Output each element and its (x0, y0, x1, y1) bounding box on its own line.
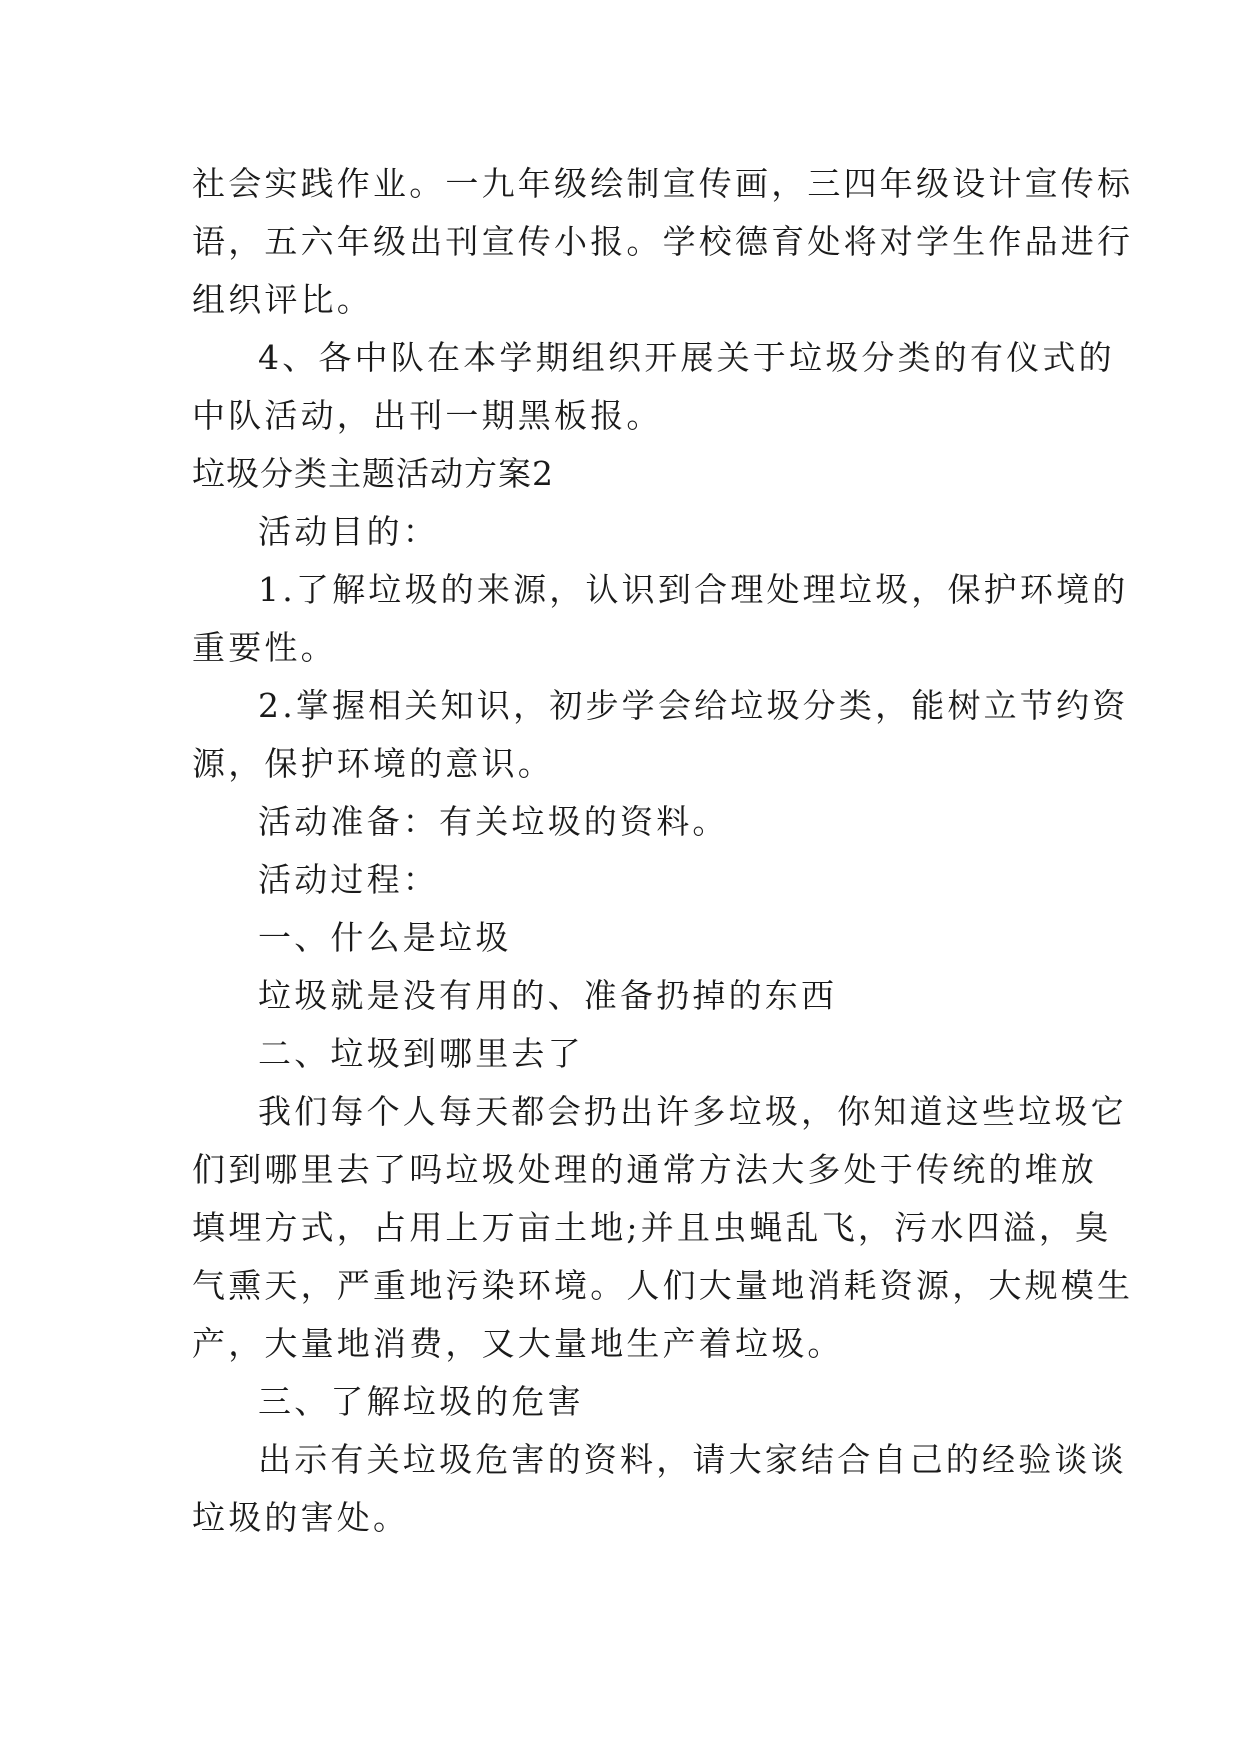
paragraph-line: 活动准备：有关垃圾的资料。 (258, 802, 729, 841)
subheading: 二、垃圾到哪里去了 (258, 1034, 584, 1073)
paragraph-line: 我们每个人每天都会扔出许多垃圾，你知道这些垃圾它 (258, 1092, 1127, 1131)
paragraph-line: 源，保护环境的意识。 (192, 744, 554, 783)
paragraph-line: 重要性。 (192, 628, 337, 667)
paragraph-line: 活动目的： (258, 512, 439, 551)
paragraph-line: 中队活动，出刊一期黑板报。 (192, 396, 663, 435)
paragraph-line: 出示有关垃圾危害的资料，请大家结合自己的经验谈谈 (258, 1440, 1127, 1479)
paragraph-line: 1.了解垃圾的来源，认识到合理处理垃圾，保护环境的 (258, 570, 1129, 609)
paragraph-line: 社会实践作业。一九年级绘制宣传画，三四年级设计宣传标 (192, 164, 1134, 203)
paragraph-line: 产，大量地消费，又大量地生产着垃圾。 (192, 1324, 844, 1363)
section-heading: 垃圾分类主题活动方案2 (192, 454, 554, 493)
paragraph-line: 2.掌握相关知识，初步学会给垃圾分类，能树立节约资 (258, 686, 1129, 725)
paragraph-line: 语，五六年级出刊宣传小报。学校德育处将对学生作品进行 (192, 222, 1134, 261)
paragraph-line: 填埋方式，占用上万亩土地;并且虫蝇乱飞，污水四溢，臭 (192, 1208, 1112, 1247)
paragraph-line: 们到哪里去了吗垃圾处理的通常方法大多处于传统的堆放 (192, 1150, 1097, 1189)
paragraph-line: 气熏天，严重地污染环境。人们大量地消耗资源，大规模生 (192, 1266, 1134, 1305)
paragraph-line: 组织评比。 (192, 280, 373, 319)
subheading: 一、什么是垃圾 (258, 918, 512, 957)
paragraph-line: 垃圾就是没有用的、准备扔掉的东西 (258, 976, 838, 1015)
document-body (192, 155, 1134, 1547)
paragraph-line: 垃圾的害处。 (192, 1498, 410, 1537)
subheading: 三、了解垃圾的危害 (258, 1382, 584, 1421)
paragraph-line: 4、各中队在本学期组织开展关于垃圾分类的有仪式的 (258, 338, 1115, 377)
paragraph-line: 活动过程： (258, 860, 439, 899)
